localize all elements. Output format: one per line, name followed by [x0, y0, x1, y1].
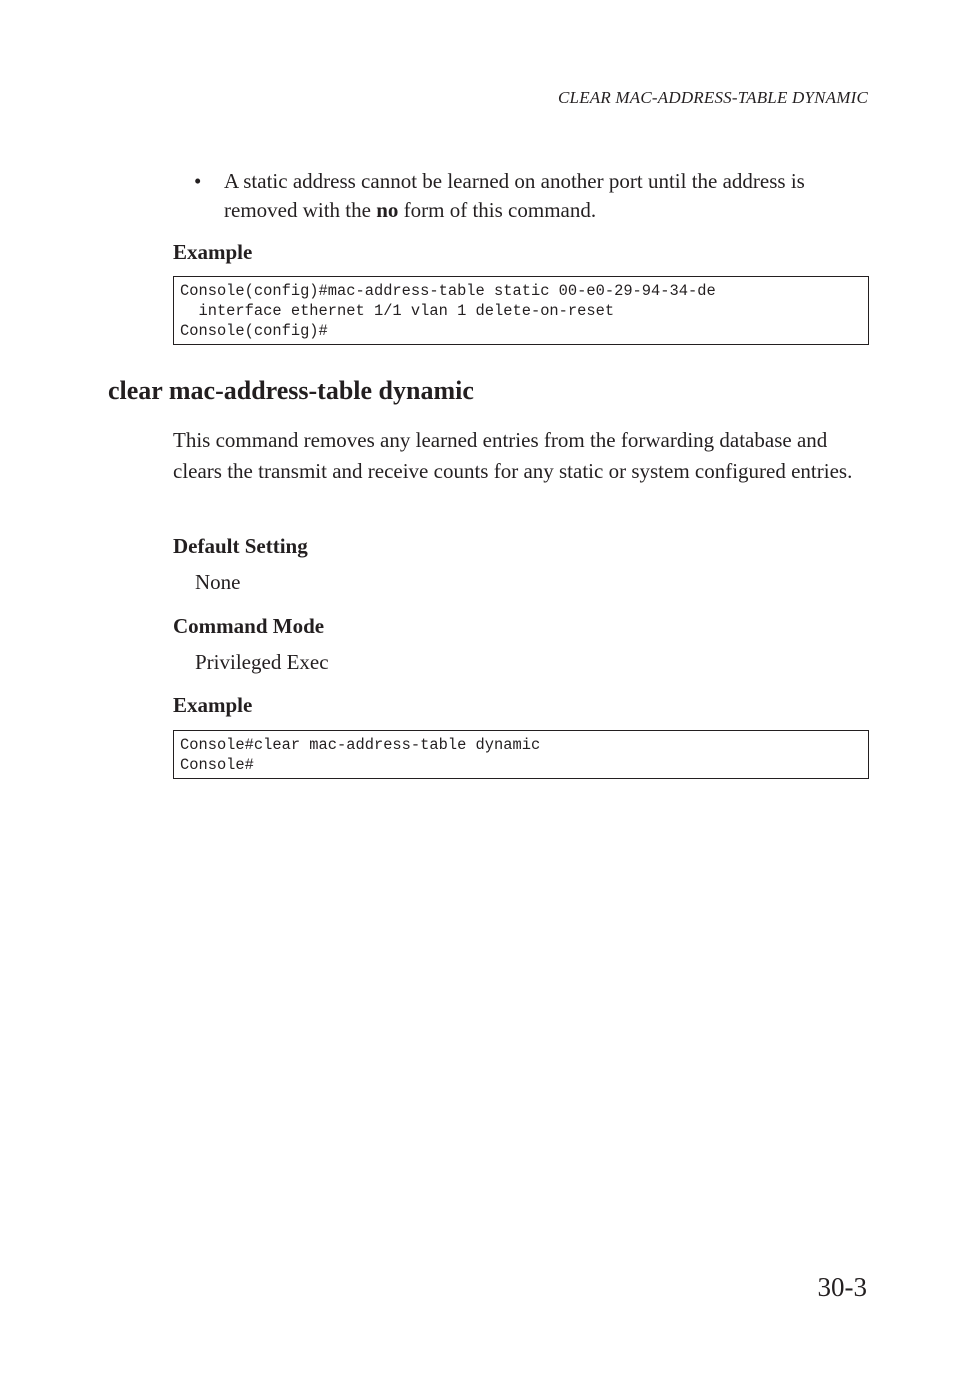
code-line: Console# [180, 756, 254, 774]
running-header: CLEAR MAC-ADDRESS-TABLE DYNAMIC [558, 88, 868, 107]
page-number: 30-3 [817, 1272, 867, 1302]
bullet-marker: • [194, 169, 202, 193]
bullet-text-before: A static address cannot be learned on another port until the address is removed with the [224, 169, 805, 222]
bullet-bold-keyword: no [376, 198, 399, 222]
code-block-2 [173, 730, 869, 779]
code-line: interface ethernet 1/1 vlan 1 delete-on-reset [180, 302, 615, 320]
example-heading-2: Example [173, 693, 253, 717]
bullet-text [224, 167, 874, 225]
default-setting-heading: Default Setting [173, 534, 308, 558]
command-mode-value: Privileged Exec [195, 650, 329, 674]
section-title: clear mac-address-table dynamic [108, 376, 474, 405]
code-block-1 [173, 276, 869, 345]
section-description: This command removes any learned entries from the forwarding database and clears the transmit and receive counts for any static or system configured entries. [173, 428, 853, 483]
bullet-text-after: form of this command. [398, 198, 597, 222]
code-line: Console#clear mac-address-table dynamic [180, 736, 541, 754]
default-setting-value: None [195, 570, 241, 594]
code-line: Console(config)#mac-address-table static 00-e0-29-94-34-de [180, 282, 716, 300]
code-line: Console(config)# [180, 322, 328, 340]
example-heading-1: Example [173, 240, 253, 264]
command-mode-heading: Command Mode [173, 614, 325, 638]
